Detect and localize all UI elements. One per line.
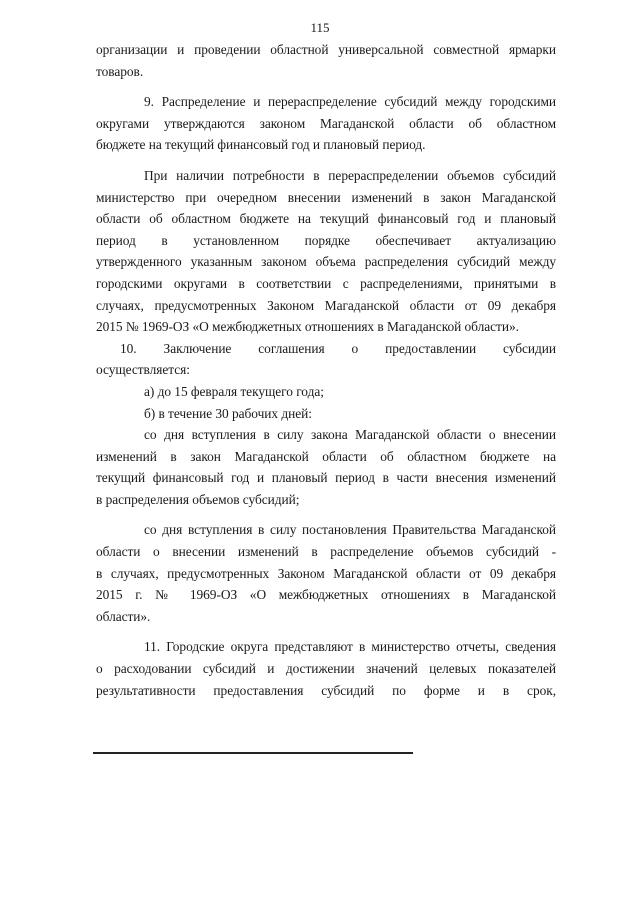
text-line: текущий финансовый год и плановый период в части внесения изменений — [96, 470, 556, 486]
text-line: 2015 № 1969-ОЗ «О межбюджетных отношениях в Магаданской области». — [96, 319, 519, 335]
text-line: результативности предоставления субсидий по форме и в срок, — [96, 682, 556, 698]
text-line: области об областном бюджете на текущий финансовый год и плановый — [96, 211, 556, 227]
text-line: осуществляется: — [96, 362, 190, 378]
text-line: утвержденного указанным законом объема распределения субсидий между — [96, 254, 556, 270]
text-line: министерство при очередном внесении изменений в закон Магаданской — [96, 189, 556, 205]
text-line: бюджете на текущий финансовый год и плановый период. — [96, 137, 426, 153]
text-line: округами утверждаются законом Магаданской области об областном — [96, 115, 556, 131]
text-line: б) в течение 30 рабочих дней: — [144, 405, 312, 421]
text-line: случаях, предусмотренных Законом Магаданской области от 09 декабря — [96, 297, 556, 313]
text-line: 9. Распределение и перераспределение субсидий между городскими — [144, 94, 556, 110]
text-line: городскими округами в соответствии с распределениями, принятыми в — [96, 275, 556, 291]
text-line: товаров. — [96, 63, 144, 79]
text-line: изменений в закон Магаданской области об областном бюджете на — [96, 448, 556, 464]
text-line: организации и проведении областной универсальной совместной ярмарки — [96, 42, 556, 57]
text-line: При наличии потребности в перераспределении объемов субсидий — [144, 167, 556, 183]
text-line: 10. Заключение соглашения о предоставлении субсидии — [120, 340, 556, 356]
page-number: 115 — [310, 20, 330, 35]
footnote-separator — [93, 752, 413, 754]
text-line: со дня вступления в силу постановления Правительства Магаданской — [144, 522, 556, 538]
document-body — [96, 39, 556, 701]
text-line: 2015 г. № 1969-ОЗ «О межбюджетных отношениях в Магаданской — [96, 587, 556, 603]
text-line: о расходовании субсидий и достижении значений целевых показателей — [96, 661, 556, 677]
text-line: а) до 15 февраля текущего года; — [144, 383, 324, 399]
text-line: в случаях, предусмотренных Законом Магаданской области от 09 декабря — [96, 565, 556, 581]
text-line: в распределения объемов субсидий; — [96, 491, 300, 507]
text-line: со дня вступления в силу закона Магаданской области о внесении — [144, 427, 556, 443]
text-line: области о внесении изменений в распределение объемов субсидий - — [96, 544, 556, 560]
text-line: период в установленном порядке обеспечивает актуализацию — [96, 232, 556, 248]
text-line: 11. Городские округа представляют в министерство отчеты, сведения — [144, 639, 556, 655]
text-line: области». — [96, 608, 151, 624]
